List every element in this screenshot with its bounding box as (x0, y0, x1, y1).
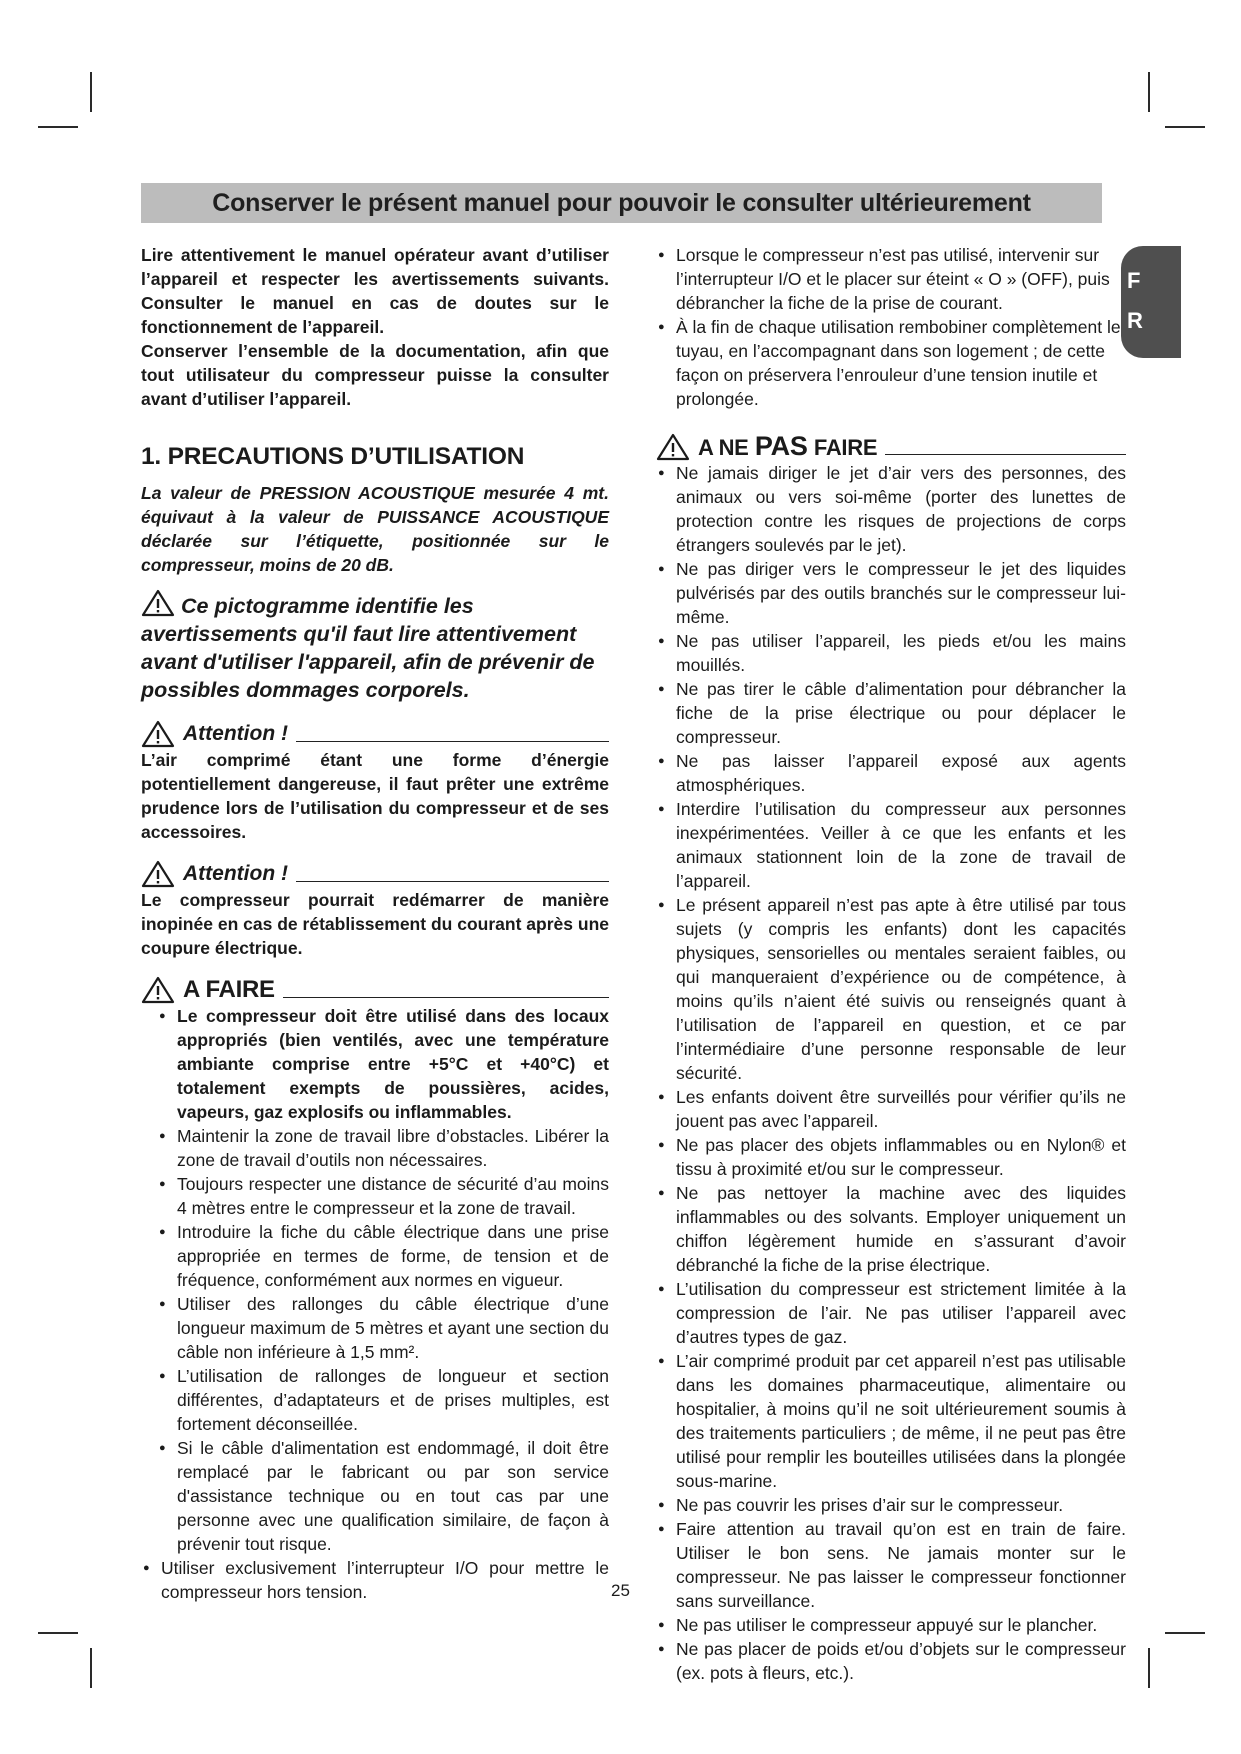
list-item: ● Utiliser des rallonges du câble électrique d’une longueur maximum de 5 mètres et ayant une section du câble non inférieure à 1,5 mm². (157, 1292, 609, 1364)
list-item: ● Ne pas laisser l’appareil exposé aux agents atmosphériques. (656, 749, 1126, 797)
a-ne-pas-faire-list (656, 461, 1126, 1685)
right-top-list (656, 243, 1126, 411)
list-item: ● À la fin de chaque utilisation rembobiner complètement le tuyau, en l’accompagnant dans son logement ; de cette façon on préservera l’enrouleur d’une tension inutile et prolongée. (656, 315, 1126, 411)
attention-title: Attention ! (183, 722, 288, 745)
acoustic-note: La valeur de PRESSION ACOUSTIQUE mesurée 4 mt. équivaut à la valeur de PUISSANCE ACOUSTIQUE déclarée sur l’étiquette, positionnée sur le compresseur, moins de 20 dB. (141, 483, 609, 575)
intro-paragraph: Conserver l’ensemble de la documentation, afin que tout utilisateur du compresseur puisse la consulter avant d’utiliser l’appareil. (141, 341, 609, 409)
list-item: ● Ne pas placer de poids et/ou d’objets sur le compresseur (ex. pots à fleurs, etc.). (656, 1637, 1126, 1685)
list-item: ● Si le câble d'alimentation est endommagé, il doit être remplacé par le fabricant ou par son service d'assistance technique ou en tout cas par une personne avec une qualification similaire, de façon à prévenir tout risque. (157, 1436, 609, 1556)
list-item: ● L’utilisation de rallonges de longueur et section différentes, d’adaptateurs et de prises multiples, est fortement déconseillée. (157, 1364, 609, 1436)
pictogram-note (141, 589, 609, 704)
attention-heading (141, 860, 609, 888)
section-title: 1. PRECAUTIONS D’UTILISATION (141, 443, 525, 470)
language-tab-letter: R (1127, 308, 1143, 333)
list-item: ● Interdire l’utilisation du compresseur aux personnes inexpérimentées. Veiller à ce que les enfants et les animaux stationnent loin de la zone de travail de l’appareil. (656, 797, 1126, 893)
pictogram-note-text: Ce pictogramme identifie les avertissements qu'il faut lire attentivement avant d'utiliser l'appareil, afin de prévenir de possibles dommages corporels. (141, 594, 595, 702)
language-tab-letter: F (1127, 268, 1141, 293)
crop-mark (38, 1632, 78, 1634)
crop-mark (1165, 126, 1205, 128)
list-item: ● Maintenir la zone de travail libre d’obstacles. Libérer la zone de travail d’outils non nécessaires. (157, 1124, 609, 1172)
a-faire-list (141, 1004, 609, 1556)
crop-mark (1165, 1632, 1205, 1634)
list-item: ● Introduire la fiche du câble électrique dans une prise appropriée en termes de forme, de tension et de fréquence, conformément aux normes en vigueur. (157, 1220, 609, 1292)
warning-triangle-icon (141, 589, 175, 617)
list-item: ● Lorsque le compresseur n’est pas utilisé, intervenir sur l’interrupteur I/O et le placer sur éteint « O » (OFF), puis débrancher la fiche de la prise de courant. (656, 243, 1126, 315)
a-faire-title: A FAIRE (183, 976, 275, 1003)
page-number: 25 (611, 1581, 630, 1600)
crop-mark (1148, 1648, 1150, 1688)
list-item: ● Le présent appareil n’est pas apte à être utilisé par tous sujets (y compris les enfants) dont les capacités physiques, sensorielles ou mentales seraient faibles, ou qui manqueraient d’expérience ou de compétence, à moins qu’ils n’aient été suivis ou renseignés quant à l’utilisation de l’appareil en question, et ce par l’intermédiaire d’une personne responsable de leur sécurité. (656, 893, 1126, 1085)
warning-triangle-icon (141, 860, 175, 888)
list-item: ● Ne pas couvrir les prises d’air sur le compresseur. (656, 1493, 1126, 1517)
heading-rule (885, 454, 1126, 455)
warning-triangle-icon (656, 433, 690, 461)
warning-triangle-icon (141, 720, 175, 748)
list-item: ● Utiliser exclusivement l’interrupteur I/O pour mettre le compresseur hors tension. (141, 1556, 609, 1604)
intro-paragraph: Lire attentivement le manuel opérateur avant d’utiliser l’appareil et respecter les avertissements suivants. Consulter le manuel en cas de doutes sur le fonctionnement de l’appareil. (141, 245, 609, 337)
attention-title: Attention ! (183, 862, 288, 885)
crop-mark (1148, 72, 1150, 112)
list-item: ● Ne pas diriger vers le compresseur le jet des liquides pulvérisés par des outils branchés sur le compresseur lui-même. (656, 557, 1126, 629)
attention-heading (141, 720, 609, 748)
right-column (656, 243, 1126, 1685)
list-item: ● Toujours respecter une distance de sécurité d’au moins 4 mètres entre le compresseur et la zone de travail. (157, 1172, 609, 1220)
list-item: ● Ne pas nettoyer la machine avec des liquides inflammables ou des solvants. Employer uniquement un chiffon légèrement humide en s’assurant d’avoir débranché la fiche de la prise électrique. (656, 1181, 1126, 1277)
list-item: ● Le compresseur doit être utilisé dans des locaux appropriés (bien ventilés, avec une température ambiante comprise entre +5°C et +40°C) et totalement exempts de poussières, acides, vapeurs, gaz explosifs ou inflammables. (157, 1004, 609, 1124)
list-item: ● L’utilisation du compresseur est strictement limitée à la compression de l’air. Ne pas utiliser l’appareil avec d’autres types de gaz. (656, 1277, 1126, 1349)
left-column (141, 243, 609, 1604)
a-faire-heading (141, 976, 609, 1004)
crop-mark (90, 1648, 92, 1688)
list-item: ● Ne pas utiliser le compresseur appuyé sur le plancher. (656, 1613, 1126, 1637)
list-item: ● Ne jamais diriger le jet d’air vers des personnes, des animaux ou vers soi-même (porter des lunettes de protection contre les risques de projections de corps étrangers soulevés par le jet). (656, 461, 1126, 557)
page-header-title: Conserver le présent manuel pour pouvoir le consulter ultérieurement (212, 188, 1031, 217)
attention-text: L’air comprimé étant une forme d’énergie potentiellement dangereuse, il faut prêter une extrême prudence lors de l’utilisation du compresseur et de ses accessoires. (141, 750, 609, 842)
warning-triangle-icon (141, 976, 175, 1004)
list-item: ● Faire attention au travail qu’on est en train de faire. Utiliser le bon sens. Ne jamais monter sur le compresseur. Ne pas laisser le compresseur fonctionner sans surveillance. (656, 1517, 1126, 1613)
list-item: ● Ne pas utiliser l’appareil, les pieds et/ou les mains mouillés. (656, 629, 1126, 677)
list-item: ● Les enfants doivent être surveillés pour vérifier qu’ils ne jouent pas avec l’appareil. (656, 1085, 1126, 1133)
a-ne-pas-faire-heading (656, 433, 1126, 461)
attention-text: Le compresseur pourrait redémarrer de manière inopinée en cas de rétablissement du courant après une coupure électrique. (141, 890, 609, 958)
list-item: ● Ne pas tirer le câble d’alimentation pour débrancher la fiche de la prise électrique ou pour déplacer le compresseur. (656, 677, 1126, 749)
crop-mark (38, 126, 78, 128)
list-item: ● Ne pas placer des objets inflammables ou en Nylon® et tissu à proximité et/ou sur le compresseur. (656, 1133, 1126, 1181)
heading-rule (283, 997, 609, 998)
heading-rule (296, 881, 609, 882)
a-ne-pas-faire-title: A NE PAS FAIRE (698, 431, 878, 461)
heading-rule (296, 741, 609, 742)
list-item: ● L’air comprimé produit par cet appareil n’est pas utilisable dans les domaines pharmaceutique, alimentaire ou hospitalier, à moins qu’il ne soit ultérieurement soumis à des traitements particuliers ; de même, il ne peut pas être utilisé pour remplir les bouteilles utilisées dans la plongée sous-marine. (656, 1349, 1126, 1493)
crop-mark (90, 72, 92, 112)
page-header-banner (141, 183, 1102, 223)
language-tab (1121, 246, 1181, 358)
